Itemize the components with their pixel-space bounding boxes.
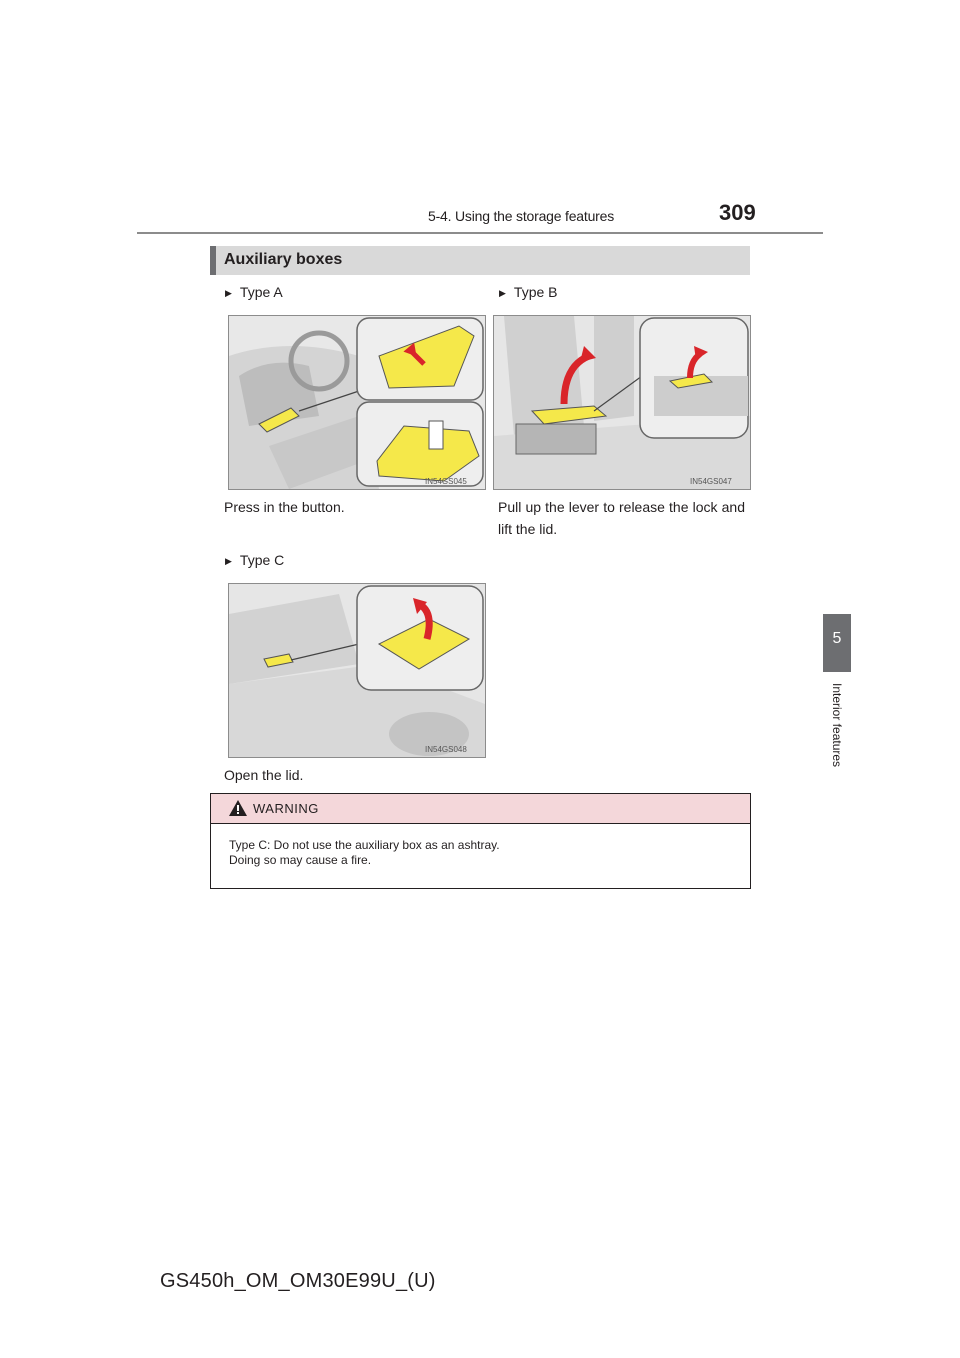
- warning-box: [210, 793, 751, 889]
- section-heading-bar: [210, 246, 750, 275]
- warning-line-2: Doing so may cause a fire.: [229, 853, 372, 867]
- running-header: 5-4. Using the storage features: [428, 208, 615, 224]
- warning-body: [229, 838, 500, 868]
- caption-type-b: Pull up the lever to release the lock and lift the lid.: [498, 499, 745, 537]
- type-b-label: ▶ Type B: [499, 284, 558, 300]
- figure-type-c: [228, 583, 486, 758]
- figure-type-a: [228, 315, 486, 490]
- triangle-bullet-icon: ▶: [225, 288, 232, 298]
- figure-code-a: IN54GS045: [425, 477, 467, 486]
- warning-header: [211, 794, 750, 824]
- chapter-label: Interior features: [830, 683, 844, 768]
- section-accent: [210, 246, 216, 275]
- figure-code-c: IN54GS048: [425, 745, 467, 754]
- type-a-label: ▶ Type A: [225, 284, 283, 300]
- section-title: Auxiliary boxes: [224, 251, 343, 268]
- page-number: 309: [719, 200, 756, 225]
- caption-type-a: Press in the button.: [224, 499, 345, 515]
- triangle-bullet-icon: ▶: [499, 288, 506, 298]
- type-c-label: ▶ Type C: [225, 552, 285, 568]
- caption-type-c: Open the lid.: [224, 767, 304, 783]
- document-id: GS450h_OM_OM30E99U_(U): [160, 1270, 436, 1292]
- chapter-number: 5: [832, 630, 842, 647]
- warning-label: WARNING: [253, 801, 319, 816]
- figure-code-b: IN54GS047: [690, 477, 732, 486]
- warning-line-1: Type C: Do not use the auxiliary box as an ashtray.: [229, 838, 500, 852]
- figure-type-b: [493, 315, 751, 490]
- header-rule: [137, 232, 823, 234]
- warning-triangle-icon: [229, 800, 247, 816]
- triangle-bullet-icon: ▶: [225, 556, 232, 566]
